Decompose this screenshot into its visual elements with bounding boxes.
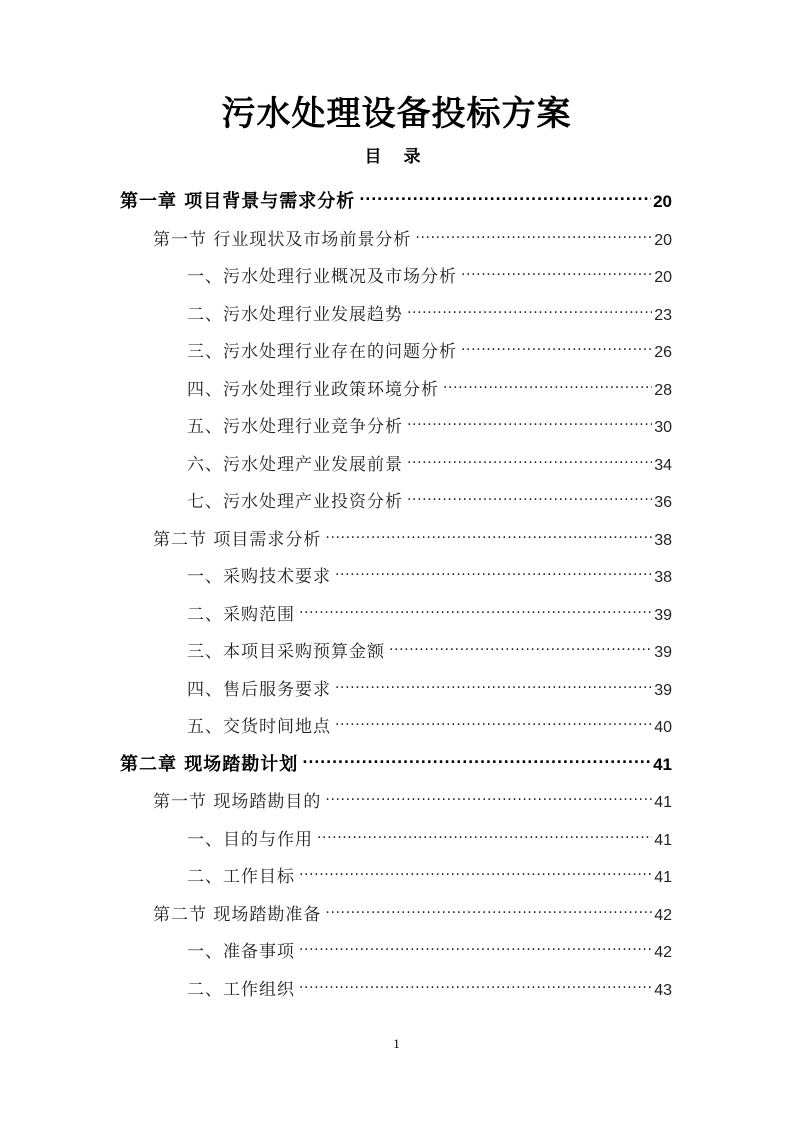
- toc-entry-page: 28: [654, 381, 672, 399]
- toc-entry-label: 三、本项目采购预算金额: [187, 642, 385, 662]
- dot-leader: [325, 777, 652, 807]
- toc-entry-label: 一、污水处理行业概况及市场分析: [187, 267, 457, 287]
- document-title: 污水处理设备投标方案: [221, 94, 572, 134]
- toc-entry-page: 38: [654, 569, 672, 586]
- toc-heading: 目 录: [364, 147, 429, 167]
- page-number: 1: [393, 1036, 400, 1051]
- toc-entry-item[interactable]: [187, 927, 672, 962]
- dot-leader: [317, 815, 652, 845]
- toc-entry-page: 20: [654, 231, 672, 249]
- toc-entry-page: 23: [654, 306, 672, 324]
- dot-leader: [443, 365, 652, 395]
- toc-entry-label: 四、污水处理行业政策环境分析: [187, 379, 439, 400]
- toc-entry-item[interactable]: [187, 815, 672, 850]
- toc-entry-item[interactable]: [187, 365, 672, 400]
- dot-leader: [407, 402, 652, 432]
- toc-entry-item[interactable]: [187, 252, 672, 287]
- toc-entry-label: 第二节 项目需求分析: [153, 529, 322, 550]
- toc-entry-page: 39: [654, 644, 672, 661]
- toc-entry-label: 五、交货时间地点: [187, 717, 331, 737]
- dot-leader: [407, 290, 652, 320]
- toc-entry-item[interactable]: [187, 852, 672, 887]
- toc-entry-section[interactable]: [153, 777, 672, 812]
- toc-entry-label: 六、污水处理产业发展前景: [187, 454, 403, 475]
- toc-entry-chapter-1[interactable]: [120, 177, 672, 212]
- toc-entry-page: 41: [654, 794, 672, 811]
- dot-leader: [461, 327, 652, 357]
- toc-entry-label: 三、污水处理行业存在的问题分析: [187, 342, 457, 362]
- toc-entry-label: 第一节 行业现状及市场前景分析: [153, 229, 412, 250]
- toc-entry-page: 41: [654, 869, 672, 886]
- toc-entry-item[interactable]: [187, 477, 672, 512]
- dot-leader: [407, 477, 652, 507]
- toc-entry-chapter-2[interactable]: [120, 740, 672, 775]
- dot-leader: [359, 177, 651, 207]
- dot-leader: [335, 665, 652, 695]
- toc-entry-item[interactable]: [187, 402, 672, 437]
- dot-leader: [407, 440, 652, 470]
- toc-entry-label: 一、目的与作用: [187, 829, 313, 850]
- dot-leader: [461, 252, 652, 282]
- toc-entry-page: 41: [654, 831, 672, 849]
- toc-entry-item[interactable]: [187, 965, 672, 1000]
- dot-leader: [325, 890, 652, 920]
- toc-entry-page: 42: [654, 906, 672, 924]
- toc-entry-item[interactable]: [187, 590, 672, 625]
- toc-entry-item[interactable]: [187, 702, 672, 737]
- toc-entry-page: 34: [654, 456, 672, 474]
- toc-entry-page: 39: [654, 681, 672, 699]
- toc-entry-section[interactable]: [153, 890, 672, 925]
- toc-entry-page: 43: [654, 981, 672, 999]
- toc-entry-page: 20: [653, 192, 672, 211]
- toc-entry-section[interactable]: [153, 515, 672, 550]
- dot-leader: [299, 590, 652, 620]
- toc-entry-item[interactable]: [187, 290, 672, 325]
- dot-leader: [302, 740, 651, 770]
- toc-entry-label: 第一节 现场踏勘目的: [153, 792, 322, 812]
- toc-entry-label: 二、污水处理行业发展趋势: [187, 304, 403, 325]
- toc-entry-label: 一、采购技术要求: [187, 567, 331, 587]
- dot-leader: [415, 215, 652, 245]
- dot-leader: [389, 627, 652, 657]
- toc-entry-item[interactable]: [187, 552, 672, 587]
- toc-entry-item[interactable]: [187, 627, 672, 662]
- toc-entry-label: 二、工作组织: [187, 979, 295, 1000]
- toc-entry-label: 第二节 现场踏勘准备: [153, 904, 322, 925]
- toc-entry-page: 39: [654, 606, 672, 624]
- dot-leader: [299, 927, 652, 957]
- toc-entry-label: 第一章 项目背景与需求分析: [120, 191, 356, 212]
- toc-entry-page: 36: [654, 494, 672, 511]
- toc-entry-label: 二、工作目标: [187, 867, 295, 887]
- toc-entry-page: 38: [654, 531, 672, 549]
- toc-entry-page: 26: [654, 344, 672, 361]
- toc-entry-label: 第二章 现场踏勘计划: [120, 753, 299, 775]
- toc-entry-label: 四、售后服务要求: [187, 679, 331, 700]
- dot-leader: [325, 515, 652, 545]
- toc-entry-item[interactable]: [187, 665, 672, 700]
- toc-entry-section[interactable]: [153, 215, 672, 250]
- toc-entry-item[interactable]: [187, 327, 672, 362]
- toc-entry-item[interactable]: [187, 440, 672, 475]
- dot-leader: [299, 965, 652, 995]
- dot-leader: [335, 702, 652, 732]
- toc-entry-page: 30: [654, 419, 672, 436]
- dot-leader: [335, 552, 652, 582]
- toc-entry-label: 二、采购范围: [187, 604, 295, 625]
- toc-entry-label: 七、污水处理产业投资分析: [187, 492, 403, 512]
- dot-leader: [299, 852, 652, 882]
- toc-entry-page: 20: [654, 269, 672, 286]
- toc-entry-page: 42: [654, 944, 672, 961]
- toc-entry-label: 一、准备事项: [187, 942, 295, 962]
- toc-entry-page: 40: [654, 719, 672, 736]
- toc-entry-label: 五、污水处理行业竞争分析: [187, 417, 403, 437]
- toc-entry-page: 41: [653, 754, 672, 774]
